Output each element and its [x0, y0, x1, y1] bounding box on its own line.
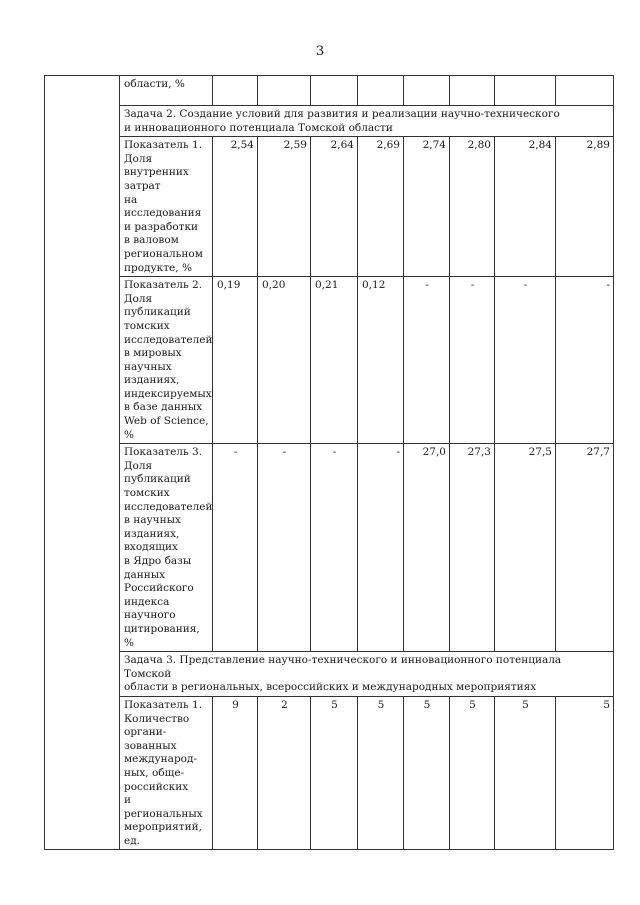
value-cell: 2,89 [556, 137, 614, 277]
value-cell: 5 [556, 696, 614, 850]
value-cell: 5 [495, 696, 556, 850]
indicator-label: Показатель 3. Доля публикаций томских исследователей в научных изданиях, входящих в Ядро базы данных Российского индекса научного цитирования, % [120, 444, 213, 652]
value-cell: - [495, 277, 556, 444]
task-3-title: Задача 3. Представление научно-технического и инновационного потенциала Томской области в региональных, всероссийских и международных мероприятиях [120, 652, 614, 697]
table-row [45, 696, 614, 850]
page-number: 3 [315, 44, 325, 59]
task-heading-row [45, 106, 614, 137]
task-heading-row [45, 652, 614, 697]
value-cell: 9 [213, 696, 258, 850]
left-merged-cell [45, 76, 120, 850]
value-cell: 0,20 [258, 277, 311, 444]
value-cell: 27,5 [495, 444, 556, 652]
row-label: области, % [120, 76, 213, 106]
value-cell: 27,7 [556, 444, 614, 652]
value-cell: - [556, 277, 614, 444]
value-cell: 2,80 [450, 137, 495, 277]
value-cell: 0,12 [358, 277, 404, 444]
value-cell: 2,64 [311, 137, 358, 277]
value-cell: 0,21 [311, 277, 358, 444]
value-cell: 2 [258, 696, 311, 850]
table-row-continuation [45, 76, 614, 106]
table-row [45, 277, 614, 444]
indicator-label: Показатель 1. Доля внутренних затрат на исследования и разработки в валовом региональном продукте, % [120, 137, 213, 277]
value-cell: 5 [311, 696, 358, 850]
value-cell: 5 [404, 696, 450, 850]
table-row [45, 444, 614, 652]
value-cell: 0,19 [213, 277, 258, 444]
table-row [45, 137, 614, 277]
value-cell: 27,0 [404, 444, 450, 652]
task-2-title: Задача 2. Создание условий для развития и реализации научно-технического и инновационного потенциала Томской области [120, 106, 614, 137]
indicator-label: Показатель 2. Доля публикаций томских исследователей в мировых научных изданиях, индексируемых в базе данных Web of Science, % [120, 277, 213, 444]
value-cell: 2,59 [258, 137, 311, 277]
indicators-table [44, 75, 614, 850]
value-cell: 5 [358, 696, 404, 850]
value-cell: - [404, 277, 450, 444]
value-cell: 2,84 [495, 137, 556, 277]
value-cell: - [311, 444, 358, 652]
value-cell: 2,69 [358, 137, 404, 277]
value-cell: - [258, 444, 311, 652]
value-cell: - [450, 277, 495, 444]
value-cell: 2,54 [213, 137, 258, 277]
value-cell: 2,74 [404, 137, 450, 277]
indicator-label: Показатель 1. Количество органи- зованных международ- ных, обще- российских и региональных мероприятий, ед. [120, 696, 213, 850]
value-cell: - [358, 444, 404, 652]
value-cell: 27,3 [450, 444, 495, 652]
value-cell: 5 [450, 696, 495, 850]
value-cell: - [213, 444, 258, 652]
